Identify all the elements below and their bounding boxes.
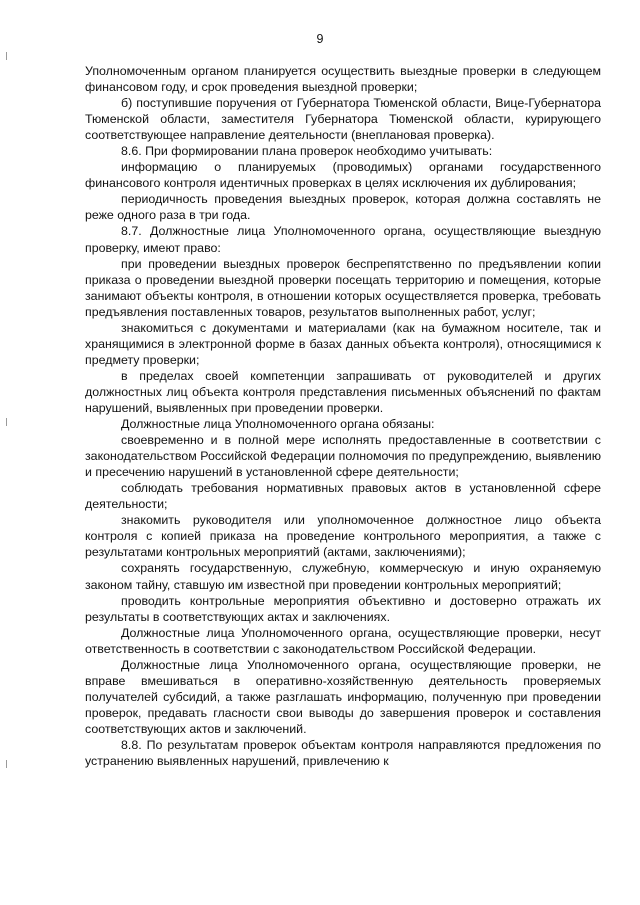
paragraph: периодичность проведения выездных проверок, которая должна составлять не реже одного раза в три года. [85,192,601,223]
paragraph: знакомить руководителя или уполномоченное должностное лицо объекта контроля с копией приказа на проведение контрольного мероприятия, а также с результатами контрольных мероприятий (актами, заключениями); [85,513,601,560]
paragraph: сохранять государственную, служебную, коммерческую и иную охраняемую законом тайну, ставшую им известной при проведении контрольных мероприятий; [85,561,601,592]
section-heading-8-7: 8.7. Должностные лица Уполномоченного органа, осуществляющие выездную проверку, имеют право: [85,224,601,255]
paragraph: Уполномоченным органом планируется осуществить выездные проверки в следующем финансовом году, и срок проведения выездной проверки; [85,64,601,95]
paragraph: соблюдать требования нормативных правовых актов в установленной сфере деятельности; [85,481,601,512]
paragraph: Должностные лица Уполномоченного органа, осуществляющие проверки, несут ответственность в соответствии с законодательством Российской Федерации. [85,625,601,656]
paragraph: знакомиться с документами и материалами (как на бумажном носителе, так и хранящимися в электронной форме в базах данных объекта контроля), относящимися к предмету проверки; [85,320,601,367]
page-number: 9 [316,32,324,46]
paragraph: проводить контрольные мероприятия объективно и достоверно отражать их результаты в соответствующих актах и заключениях. [85,593,601,624]
paragraph: Должностные лица Уполномоченного органа, осуществляющие проверки, не вправе вмешиваться в оперативно-хозяйственную деятельность проверяемых получателей субсидий, а также разглашать информацию, полученную при проведении проверок, предавать гласности свои выводы до завершения проверок и составления соответствующих актов и заключений. [85,657,601,736]
paragraph: при проведении выездных проверок беспрепятственно по предъявлении копии приказа о проведении выездной проверки посещать территорию и помещения, которые занимают объекты контроля, в отношении которых осуществляется проверка, требовать предъявления поставленных товаров, результатов выполненных работ, услуг; [85,256,601,319]
paragraph: б) поступившие поручения от Губернатора Тюменской области, Вице-Губернатора Тюменской области, заместителя Губернатора Тюменской области, курирующего соответствующее направление деятельности (внеплановая проверка). [85,96,601,143]
paragraph: в пределах своей компетенции запрашивать от руководителей и других должностных лиц объекта контроля представления письменных объяснений по фактам нарушений, выявленных при проведении проверки. [85,368,601,415]
scan-margin-mark [6,52,7,60]
paragraph: своевременно и в полной мере исполнять предоставленные в соответствии с законодательством Российской Федерации полномочия по предупреждению, выявлению и пресечению нарушений в установленной сфере деятельности; [85,433,601,480]
scan-margin-mark [6,418,7,426]
paragraph: Должностные лица Уполномоченного органа обязаны: [121,417,435,432]
document-body [85,63,601,769]
scan-margin-mark [6,760,7,768]
paragraph: информацию о планируемых (проводимых) органами государственного финансового контроля идентичных проверках в целях исключения их дублирования; [85,160,601,191]
section-heading-8-6: 8.6. При формировании плана проверок необходимо учитывать: [121,144,493,159]
section-heading-8-8: 8.8. По результатам проверок объектам контроля направляются предложения по устранению выявленных нарушений, привлечению к [85,737,601,769]
